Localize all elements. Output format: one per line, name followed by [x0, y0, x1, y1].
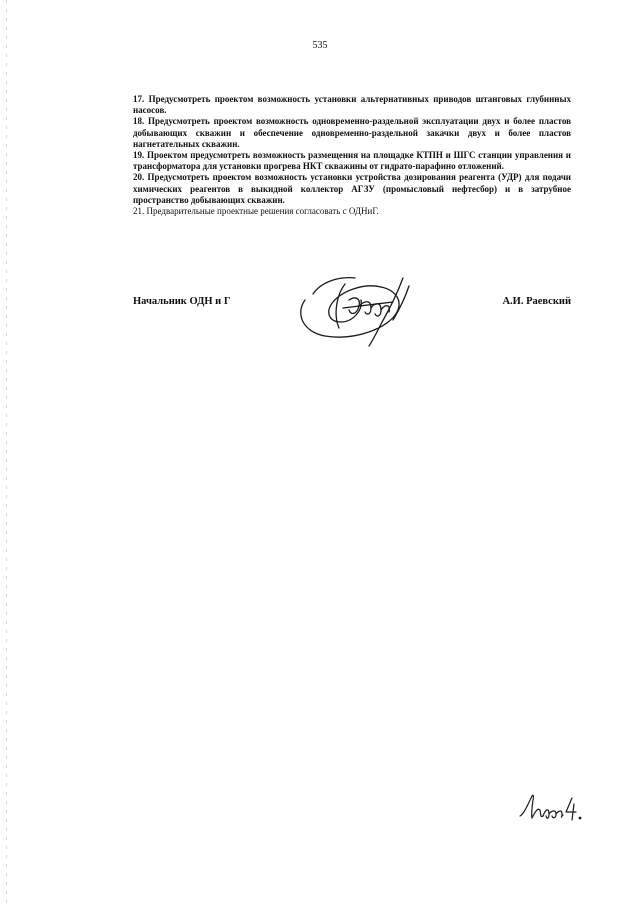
list-item: 19. Проектом предусмотреть возможность размещения на площадке КТПН и ШГС станции управления и трансформатора для установки прогрева НКТ скважины от гидрато-парафино отложений.	[133, 150, 571, 172]
handwritten-sheet-mark-icon	[516, 790, 588, 824]
list-item: 17. Предусмотреть проектом возможность установки альтернативных приводов штанговых глубинных насосов.	[133, 94, 571, 116]
requirements-list	[133, 94, 571, 217]
list-item: 21. Предварительные проектные решения согласовать с ОДНиГ.	[133, 206, 379, 217]
signatory-title: Начальник ОДН и Г	[133, 296, 231, 307]
page-number: 535	[312, 40, 328, 51]
list-item: 18. Предусмотреть проектом возможность одновременно-раздельной эксплуатации двух и более пластов добывающих скважин и обеспечение одновременно-раздельной закачки двух и более пластов нагнетательных скважин.	[133, 116, 571, 149]
signatory-name: А.И. Раевский	[502, 296, 571, 307]
handwritten-signature-icon	[285, 270, 425, 348]
scan-edge-line	[6, 0, 7, 905]
list-item: 20. Предусмотреть проектом возможность установки устройства дозирования реагента (УДР) для подачи химических реагентов в выкидной коллектор АГЗУ (промысловый нефтесбор) и в затрубное пространство добывающих скважин.	[133, 172, 571, 205]
